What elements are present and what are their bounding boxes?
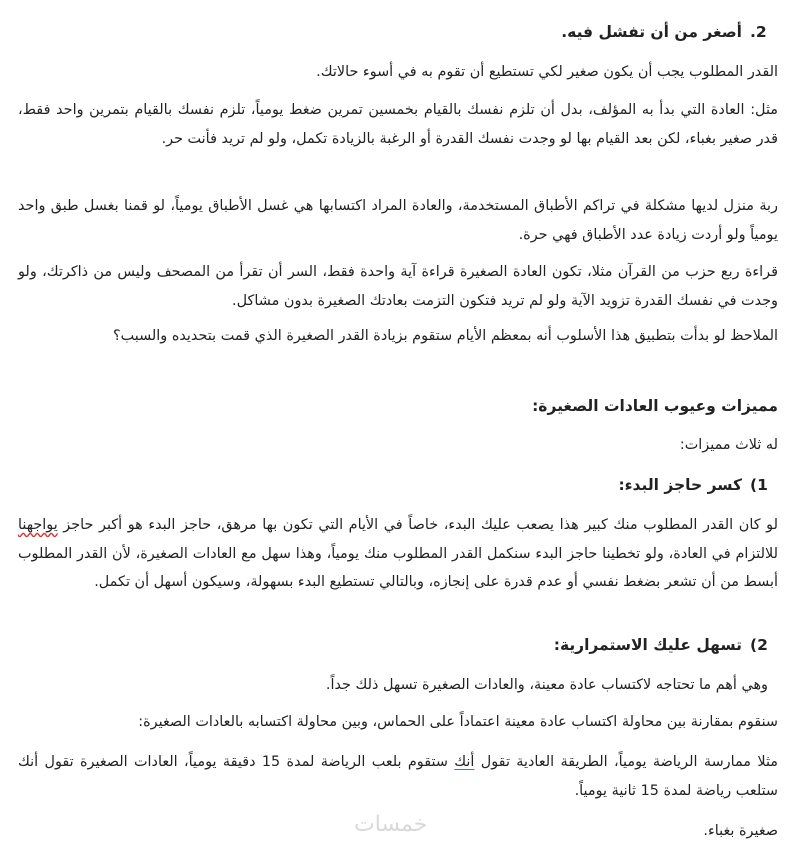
paragraph-3: ربة منزل لديها مشكلة في تراكم الأطباق المستخدمة، والعادة المراد اكتسابها هي غسل الأطباق يومياً، لو قمنا بغسل طبق واحد يومياً ولو أردت زيادة عدد الأطباق فهي حرة. bbox=[18, 198, 778, 243]
subheading-1 bbox=[618, 474, 778, 496]
subheading-2-number: 2) bbox=[750, 636, 768, 654]
subheading-1-number: 1) bbox=[750, 476, 768, 494]
heading-number: 2. bbox=[750, 23, 767, 41]
paragraph-10 bbox=[18, 748, 778, 805]
paragraph-10-part-a: مثلا ممارسة الرياضة يومياً، الطريقة العادية تقول bbox=[474, 754, 778, 770]
subheading-2 bbox=[554, 634, 778, 656]
paragraph-7 bbox=[18, 511, 778, 597]
paragraph-9: سنقوم بمقارنة بين محاولة اكتساب عادة معينة اعتماداً على الحماس، وبين محاولة اكتسابه بالعادات الصغيرة: bbox=[138, 714, 778, 730]
subheading-1-text: كسر حاجز البدء: bbox=[618, 476, 742, 494]
underlined-word[interactable]: أنك bbox=[454, 754, 475, 770]
section-title: مميزات وعيوب العادات الصغيرة: bbox=[532, 397, 778, 415]
paragraph-5: الملاحظ لو بدأت بتطبيق هذا الأسلوب أنه بمعظم الأيام ستقوم بزيادة القدر الصغيرة الذي قمت بتحديده والسبب؟ bbox=[112, 328, 778, 344]
subheading-2-text: تسهل عليك الاستمرارية: bbox=[553, 636, 742, 654]
heading-text: أصغر من أن تفشل فيه. bbox=[561, 23, 742, 41]
paragraph-7-part-a: لو كان القدر المطلوب منك كبير هذا يصعب عليك البدء، خاصاً في الأيام التي تكون بها مرهق، حاجز البدء هو أكبر حاجز bbox=[57, 517, 778, 533]
paragraph-1: القدر المطلوب يجب أن يكون صغير لكي تستطيع أن تقوم به في أسوء حالاتك. bbox=[316, 64, 778, 80]
paragraph-6: له ثلاث مميزات: bbox=[679, 437, 778, 453]
paragraph-2: مثل: العادة التي بدأ به المؤلف، بدل أن تلزم نفسك بالقيام بخمسين تمرين ضغط يومياً، تلزم نفسك بالقيام بتمرين واحد فقط، قدر صغير بغباء، لكن بعد القيام بها لو وجدت نفسك القدرة أو الرغبة بالزيادة تكمل، ولو لم تريد فأنت حر. bbox=[18, 102, 778, 147]
spelling-error-word[interactable]: يواجهنا bbox=[18, 517, 58, 533]
paragraph-7-part-b: للالتزام في العادة، ولو تخطينا حاجز البدء سنكمل القدر المطلوب منك يومياً، وهذا سهل مع العادات الصغيرة، لأن القدر المطلوب أبسط من أن تشعر بضغط نفسي أو عدم قدرة على إنجازه، وبالتالي تستطيع البدء بسهولة، وسيكون أسهل أن تكمل. bbox=[18, 545, 778, 590]
paragraph-4: قراءة ربع حزب من القرآن مثلا، تكون العادة الصغيرة قراءة آية واحدة فقط، السر أن تقرأ من المصحف وليس من ذاكرتك، ولو وجدت في نفسك القدرة تزويد الآية ولو لم تريد فتكون التزمت بعادتك الصغيرة بدون مشاكل. bbox=[18, 264, 778, 309]
heading-smaller-than-fail bbox=[561, 21, 778, 43]
paragraph-8: وهي أهم ما تحتاجه لاكتساب عادة معينة، والعادات الصغيرة تسهل ذلك جداً. bbox=[325, 677, 768, 693]
watermark-logo: خمسات bbox=[354, 812, 428, 837]
paragraph-10-part-b: ستقوم بلعب الرياضة لمدة 15 دقيقة يومياً، العادات الصغيرة تقول أنك ستلعب رياضة لمدة 15 ثانية يومياً. bbox=[18, 754, 778, 799]
paragraph-11: صغيرة بغباء. bbox=[703, 823, 778, 839]
